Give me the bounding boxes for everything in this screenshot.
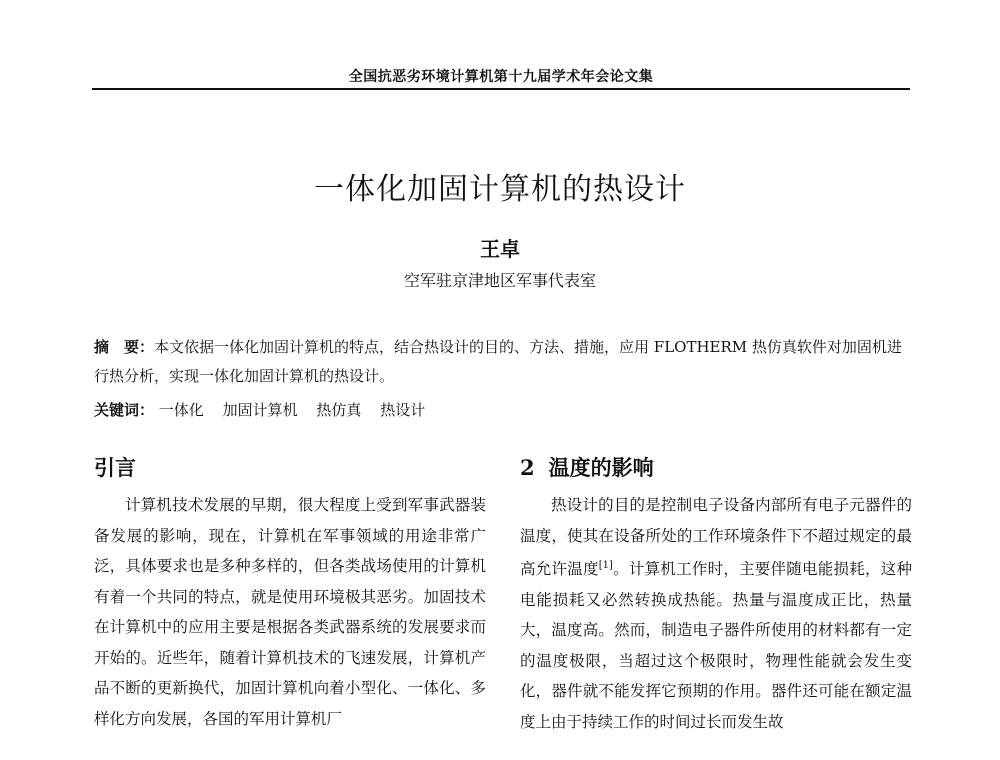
keywords bbox=[94, 396, 912, 425]
section-title: 引言 bbox=[94, 455, 136, 480]
intro-paragraph: 计算机技术发展的早期，很大程度上受到军事武器装备发展的影响，现在，计算机在军事领域的用途非常广泛，具体要求也是多种多样的，但各类战场使用的计算机有着一个共同的特点，就是使用环境极其恶劣。加固技术在计算机中的应用主要是根据各类武器系统的发展要求而开始的。近些年，随着计算机技术的飞速发展，计算机产品不断的更新换代，加固计算机向着小型化、一体化、多样化方向发展，各国的军用计算机厂 bbox=[94, 496, 486, 728]
keyword: 热仿真 bbox=[316, 401, 362, 419]
citation-ref[interactable]: [1] bbox=[598, 560, 613, 571]
keywords-label: 关键词： bbox=[94, 401, 155, 419]
left-column bbox=[94, 454, 486, 734]
paragraph-text: 热设计的目的是控制电子设备内部所有电子元器件的温度，使其在设备所处的工作环境条件下不超过规定的最高允许温度 bbox=[520, 496, 912, 579]
section-heading-intro bbox=[94, 454, 486, 482]
abstract-label: 摘 要： bbox=[94, 338, 155, 356]
paragraph-text: 。计算机工作时，主要伴随电能损耗，这种电能损耗又必然转换成热能。热量与温度成正比，热量大，温度高。然而，制造电子器件所使用的材料都有一定的温度极限，当超过这个极限时，物理性能就会发生变化，器件就不能发挥它预期的作用。器件还可能在额定温度上由于持续工作的时间过长而发生故 bbox=[520, 560, 912, 731]
section-number: 2 bbox=[520, 455, 535, 480]
running-header: 全国抗恶劣环境计算机第十九届学术年会论文集 bbox=[348, 69, 654, 85]
abstract bbox=[94, 333, 912, 391]
section-title: 温度的影响 bbox=[548, 455, 654, 480]
paper-author: 王卓 bbox=[480, 237, 520, 261]
right-column bbox=[520, 454, 912, 737]
keyword: 热设计 bbox=[380, 401, 426, 419]
header-rule bbox=[92, 88, 910, 90]
keyword: 一体化 bbox=[158, 401, 204, 419]
keyword: 加固计算机 bbox=[222, 401, 298, 419]
paper-affiliation: 空军驻京津地区军事代表室 bbox=[403, 271, 596, 290]
abstract-text: 本文依据一体化加固计算机的特点，结合热设计的目的、方法、措施，应用 FLOTHERM 热仿真软件对加固机进行热分析，实现一体化加固计算机的热设计。 bbox=[94, 338, 902, 385]
paper-title: 一体化加固计算机的热设计 bbox=[314, 172, 686, 207]
section-heading-temperature bbox=[520, 454, 912, 482]
temperature-paragraph bbox=[520, 490, 912, 737]
